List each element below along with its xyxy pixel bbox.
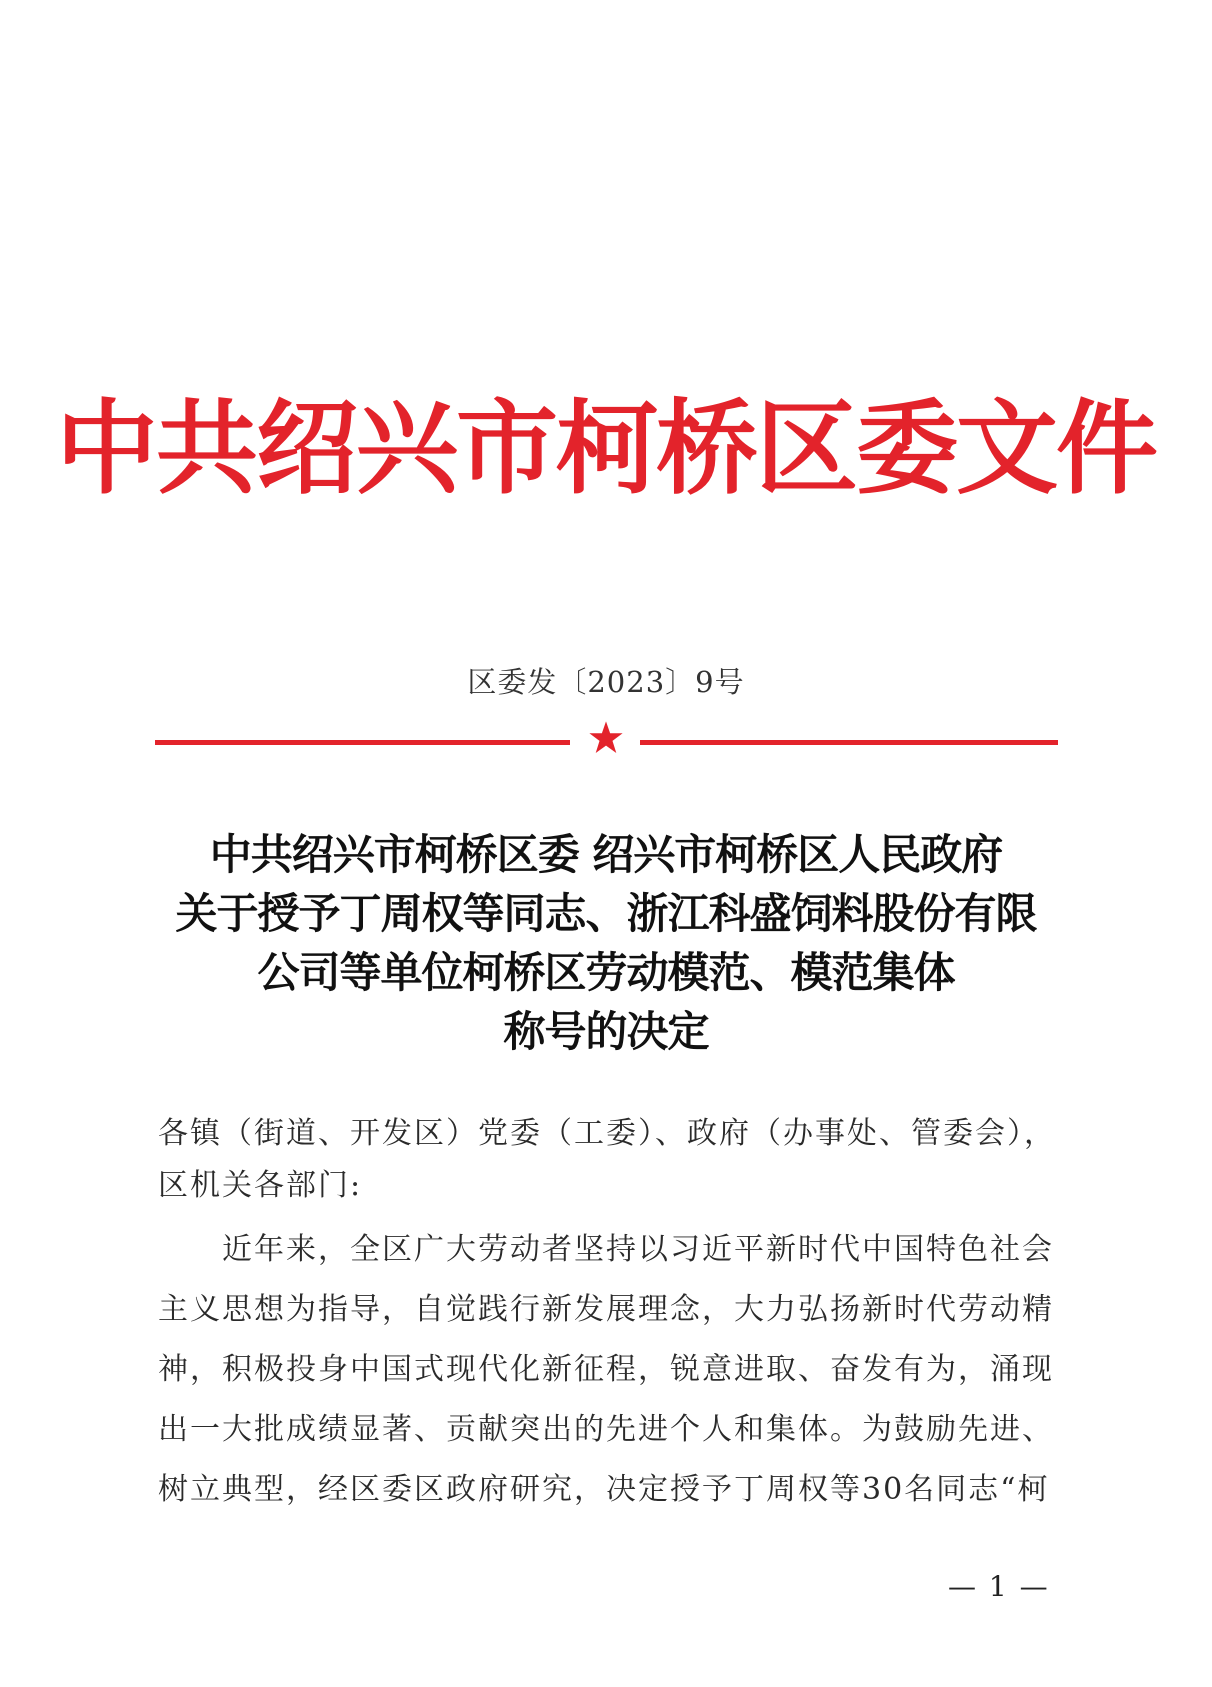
title-line: 中共绍兴市柯桥区委 绍兴市柯桥区人民政府 [209, 830, 1003, 879]
title-line: 称号的决定 [503, 1007, 709, 1056]
body-line: 近年来，全区广大劳动者坚持以习近平新时代中国特色社会 [158, 1232, 1054, 1267]
title-line: 关于授予丁周权等同志、浙江科盛饲料股份有限 [175, 889, 1037, 938]
salutation-line: 区机关各部门: [158, 1168, 363, 1203]
page-number: — 1 — [948, 1570, 1050, 1603]
red-rule-right [640, 740, 1058, 745]
document-title [0, 825, 1212, 1061]
salutation-line: 各镇（街道、开发区）党委（工委）、政府（办事处、管委会）， [158, 1116, 1056, 1151]
document-number: 区委发〔2023〕9号 [467, 665, 745, 699]
body-line: 神，积极投身中国式现代化新征程，锐意进取、奋发有为，涌现 [158, 1352, 1054, 1387]
body-line: 树立典型，经区委区政府研究，决定授予丁周权等30名同志“柯 [158, 1472, 1050, 1507]
red-rule-left [155, 740, 570, 745]
salutation [158, 1108, 1058, 1212]
title-line: 公司等单位柯桥区劳动模范、模范集体 [257, 948, 955, 997]
body-line: 出一大批成绩显著、贡献突出的先进个人和集体。为鼓励先进、 [158, 1412, 1054, 1447]
body-line: 主义思想为指导，自觉践行新发展理念，大力弘扬新时代劳动精 [158, 1292, 1054, 1327]
body-paragraph [158, 1220, 1058, 1520]
red-header-title: 中共绍兴市柯桥区委文件 [56, 389, 1156, 509]
star-icon [587, 719, 625, 757]
